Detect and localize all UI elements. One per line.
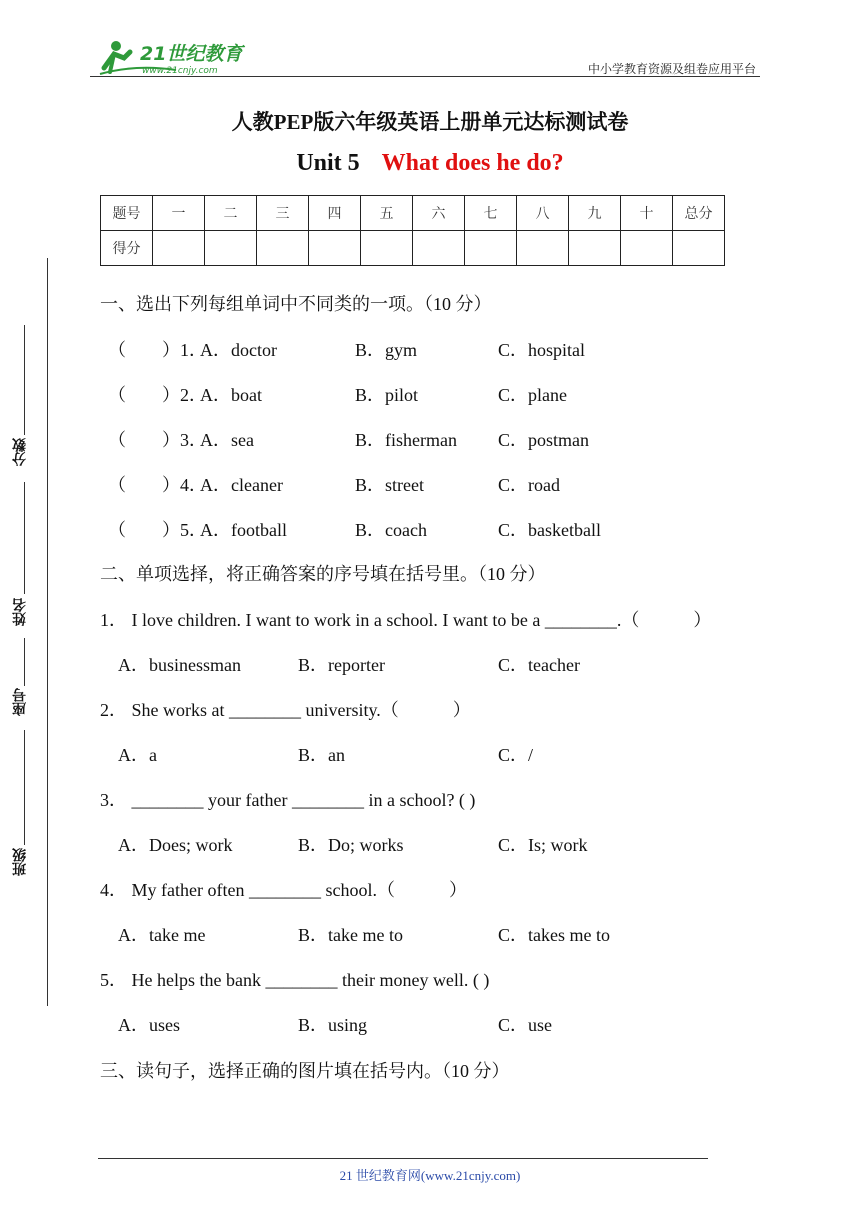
option-c[interactable]: C．hospital bbox=[498, 340, 586, 360]
question-options bbox=[100, 921, 660, 945]
item-number: （ ）1． bbox=[108, 340, 207, 360]
option-a[interactable]: A．cleaner bbox=[200, 475, 283, 495]
score-input-cell[interactable] bbox=[361, 231, 413, 266]
score-cell: 七 bbox=[465, 196, 517, 231]
runner-logo-icon bbox=[96, 38, 266, 78]
section2-heading: 二、单项选择，将正确答案的序号填在括号里。（10 分） bbox=[100, 564, 546, 584]
option-b[interactable]: B．an bbox=[298, 745, 345, 765]
binding-line bbox=[47, 258, 48, 1006]
option-b[interactable]: B．using bbox=[298, 1015, 368, 1035]
score-input-cell[interactable] bbox=[153, 231, 205, 266]
question-stem: 5． He helps the bank ________ their money well. ( ) bbox=[100, 970, 490, 990]
score-cell: 八 bbox=[517, 196, 569, 231]
seat-blank[interactable] bbox=[24, 638, 25, 686]
score-table-header-row bbox=[101, 196, 725, 231]
score-cell: 五 bbox=[361, 196, 413, 231]
unit-number: Unit 5 bbox=[296, 150, 360, 176]
option-a[interactable]: A．take me bbox=[118, 925, 206, 945]
option-b[interactable]: B．fisherman bbox=[355, 430, 457, 450]
score-input-cell[interactable] bbox=[621, 231, 673, 266]
score-cell: 题号 bbox=[101, 196, 153, 231]
item-number: （ ）4． bbox=[108, 475, 207, 495]
section1-item bbox=[100, 471, 660, 495]
option-a[interactable]: A．uses bbox=[118, 1015, 180, 1035]
option-a[interactable]: A．a bbox=[118, 745, 157, 765]
logo-text: 21世纪教育 bbox=[140, 43, 243, 65]
footer-divider bbox=[98, 1158, 708, 1159]
side-label-class: 班级 bbox=[12, 848, 28, 876]
question-options bbox=[100, 831, 660, 855]
question-stem: 1． I love children. I want to work in a school. I want to be a ________.（ ） bbox=[100, 610, 712, 630]
name-blank[interactable] bbox=[24, 482, 25, 594]
platform-name: 中小学教育资源及组卷应用平台 bbox=[587, 62, 756, 76]
question-stem: 4． My father often ________ school.（ ） bbox=[100, 880, 467, 900]
option-a[interactable]: A．doctor bbox=[200, 340, 277, 360]
score-input-cell[interactable] bbox=[257, 231, 309, 266]
score-input-cell[interactable] bbox=[673, 231, 725, 266]
score-input-cell[interactable] bbox=[413, 231, 465, 266]
score-cell: 四 bbox=[309, 196, 361, 231]
score-input-cell[interactable] bbox=[465, 231, 517, 266]
section1-item bbox=[100, 336, 660, 360]
option-b[interactable]: B．street bbox=[355, 475, 424, 495]
option-c[interactable]: C．takes me to bbox=[498, 925, 610, 945]
question-stem: 2． She works at ________ university.（ ） bbox=[100, 700, 471, 720]
question-options bbox=[100, 741, 660, 765]
item-number: （ ）3． bbox=[108, 430, 207, 450]
score-input-cell[interactable] bbox=[517, 231, 569, 266]
option-a[interactable]: A．businessman bbox=[118, 655, 241, 675]
score-blank[interactable] bbox=[24, 325, 25, 435]
option-a[interactable]: A．Does; work bbox=[118, 835, 233, 855]
score-table bbox=[100, 195, 725, 266]
side-label-seat: 座号 bbox=[12, 688, 28, 716]
section1-item bbox=[100, 516, 660, 540]
score-cell: 六 bbox=[413, 196, 465, 231]
score-input-cell[interactable] bbox=[205, 231, 257, 266]
item-number: （ ）2． bbox=[108, 385, 207, 405]
option-a[interactable]: A．sea bbox=[200, 430, 254, 450]
site-logo bbox=[96, 38, 266, 78]
option-c[interactable]: C．Is; work bbox=[498, 835, 588, 855]
logo-url: www.21cnjy.com bbox=[142, 66, 218, 76]
option-c[interactable]: C．plane bbox=[498, 385, 567, 405]
option-c[interactable]: C．postman bbox=[498, 430, 590, 450]
item-number: （ ）5． bbox=[108, 520, 207, 540]
score-cell: 三 bbox=[257, 196, 309, 231]
unit-title bbox=[0, 150, 860, 177]
side-label-name: 姓名 bbox=[12, 598, 28, 626]
section1-heading: 一、选出下列每组单词中不同类的一项。（10 分） bbox=[100, 294, 492, 314]
option-c[interactable]: C．basketball bbox=[498, 520, 601, 540]
option-b[interactable]: B．Do; works bbox=[298, 835, 404, 855]
option-a[interactable]: A．football bbox=[200, 520, 287, 540]
section1-item bbox=[100, 426, 660, 450]
question-options bbox=[100, 651, 660, 675]
score-cell: 得分 bbox=[101, 231, 153, 266]
side-label-score: 分数 bbox=[12, 438, 28, 466]
option-c[interactable]: C．road bbox=[498, 475, 560, 495]
option-b[interactable]: B．pilot bbox=[355, 385, 419, 405]
option-b[interactable]: B．gym bbox=[355, 340, 418, 360]
question-stem: 3． ________ your father ________ in a school? ( ) bbox=[100, 790, 476, 810]
option-b[interactable]: B．coach bbox=[355, 520, 427, 540]
option-c[interactable]: C．use bbox=[498, 1015, 552, 1035]
option-c[interactable]: C．/ bbox=[498, 745, 534, 765]
section1-item bbox=[100, 381, 660, 405]
score-table-score-row bbox=[101, 231, 725, 266]
option-c[interactable]: C．teacher bbox=[498, 655, 580, 675]
footer-text[interactable]: 21 世纪教育网(www.21cnjy.com) bbox=[339, 1168, 521, 1183]
score-cell: 总分 bbox=[673, 196, 725, 231]
score-cell: 二 bbox=[205, 196, 257, 231]
question-options bbox=[100, 1011, 660, 1035]
unit-name: What does he do? bbox=[381, 150, 564, 176]
section3-heading: 三、读句子，选择正确的图片填在括号内。（10 分） bbox=[100, 1061, 510, 1081]
header-divider bbox=[90, 76, 760, 77]
score-cell: 十 bbox=[621, 196, 673, 231]
class-blank[interactable] bbox=[24, 730, 25, 845]
score-cell: 一 bbox=[153, 196, 205, 231]
score-cell: 九 bbox=[569, 196, 621, 231]
page-title: 人教PEP版六年级英语上册单元达标测试卷 bbox=[231, 110, 629, 134]
score-input-cell[interactable] bbox=[569, 231, 621, 266]
option-a[interactable]: A．boat bbox=[200, 385, 262, 405]
option-b[interactable]: B．take me to bbox=[298, 925, 403, 945]
option-b[interactable]: B．reporter bbox=[298, 655, 385, 675]
score-input-cell[interactable] bbox=[309, 231, 361, 266]
